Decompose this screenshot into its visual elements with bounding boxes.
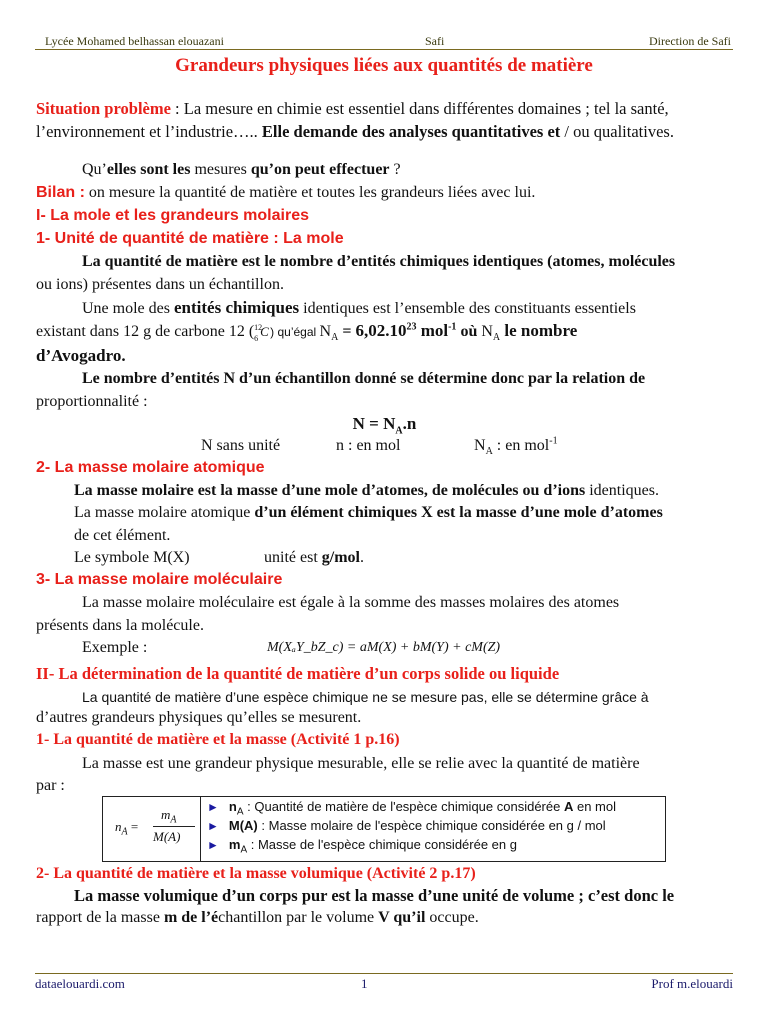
legend-symbol: M(A) [228, 818, 258, 833]
legend-sub: A [240, 844, 248, 856]
text-part: V qu’il [378, 909, 426, 926]
legend-sub: A [236, 806, 244, 818]
formula-sub: A [170, 814, 177, 826]
subsection-1-1-title: 1- Unité de quantité de matière : La mole [36, 230, 344, 247]
text-part: d’un élément chimiques X est la masse d’une mole d’atomes [254, 504, 663, 521]
formula-eq: = [130, 819, 139, 834]
legend-text: : Quantité de matière de l'espèce chimique considérée [243, 799, 564, 814]
text-part: unité est [264, 549, 322, 566]
isotope-symbol: C [260, 324, 269, 339]
page-header [35, 33, 733, 50]
question-part: qu’on peut effectuer [250, 161, 390, 178]
isotope-z: 6 [254, 334, 259, 343]
arrow-right-icon: ► [207, 800, 219, 814]
subsection-2-1-title: 1- La quantité de matière et la masse (Activité 1 p.16) [36, 731, 400, 748]
bilan-label: Bilan : [36, 184, 85, 201]
question-part: Qu’ [82, 161, 107, 178]
footer-website: dataelouardi.com [35, 976, 125, 991]
legend-symbol: n [228, 799, 237, 814]
legend-text: en mol [573, 799, 616, 814]
subsection-1-3-title: 3- La masse molaire moléculaire [36, 571, 283, 588]
subsection-1-2-title: 2- La masse molaire atomique [36, 459, 265, 476]
avogadro-line [36, 319, 733, 344]
question-part: mesures [190, 161, 251, 178]
atomic-molar-mass-def [74, 501, 734, 524]
page-footer [35, 973, 733, 991]
unit-mol: n : en mol [336, 437, 401, 454]
section-2-title: II- La détermination de la quantité de matière d’un corps solide ou liquide [36, 664, 560, 683]
unit-na [474, 434, 558, 457]
header-direction: Direction de Safi [649, 34, 731, 48]
na-symbol: N [481, 323, 493, 340]
bilan-text: on mesure la quantité de matière et toutes les grandeurs liées avec lui. [84, 184, 536, 201]
text-part: entités chimiques [173, 298, 300, 317]
question-line [82, 158, 732, 181]
formula-sub: A [121, 826, 128, 838]
legend-text: : Masse molaire de l'espèce chimique considérée en g / mol [257, 818, 606, 833]
carbon-isotope [254, 320, 270, 343]
text-part: existant dans 12 g de carbone 12 ( [36, 323, 255, 340]
formula-part: .n [402, 414, 417, 433]
unit-part: N [474, 437, 486, 454]
density-def-1: La masse volumique d’un corps pur est la masse d’une unité de volume ; c’est donc le [74, 886, 675, 905]
text-part: ) qu’égal [270, 325, 320, 339]
mole-definition-1: La quantité de matière est le nombre d’entités chimiques identiques (atomes, molécules [82, 253, 676, 270]
formula-denominator: M(A) [153, 829, 181, 844]
mass-relation-1: La masse est une grandeur physique mesurable, elle se relie avec la quantité de matière [82, 755, 640, 772]
isotope-mass: 12 [254, 323, 263, 332]
text-part: Une mole des [82, 300, 174, 317]
atomic-molar-mass-def-2: de cet élément. [74, 527, 171, 544]
text-part: le nombre [500, 321, 578, 340]
avogadro-value: 6,02.10 [355, 321, 407, 340]
text-part: chantillon par le volume [218, 909, 379, 926]
unit-g-mol: g/mol [321, 549, 360, 566]
bilan-line [36, 181, 733, 204]
text-part: rapport de la masse [36, 909, 164, 926]
arrow-right-icon: ► [207, 838, 219, 852]
molecular-mass-def-2: présents dans la molécule. [36, 617, 204, 634]
formula-cell [103, 797, 201, 861]
example-formula: M(XₐY_bZ_c) = aM(X) + bM(Y) + cM(Z) [267, 640, 501, 655]
situation-text-end: / ou qualitatives. [560, 122, 674, 141]
avogadro-unit: mol [416, 321, 449, 340]
text-part: occupe. [425, 909, 479, 926]
formula-n [36, 412, 733, 435]
na-sub: A [331, 332, 339, 344]
legend-item [207, 799, 616, 818]
formula-numerator [161, 807, 177, 826]
situation-text-bold: Elle demande des analyses quantitatives et [261, 122, 561, 141]
arrow-right-icon: ► [207, 819, 219, 833]
formula-part: n [115, 819, 122, 834]
na-sub: A [492, 332, 501, 344]
situation-label: Situation problème [36, 99, 171, 118]
legend-item [207, 818, 606, 834]
relation-line-1: Le nombre d’entités N d’un échantillon donné se détermine donc par la relation de [82, 370, 646, 387]
subsection-2-2-title: 2- La quantité de matière et la masse volumique (Activité 2 p.17) [36, 865, 476, 882]
fraction-bar [153, 826, 195, 827]
question-part: ? [389, 161, 401, 178]
unit-n: N sans unité [201, 437, 281, 454]
situation-paragraph [36, 97, 733, 143]
situation-text: : La mesure en chimie est essentiel dans différentes domaines ; tel la santé, l’environnement et l’industrie….. [36, 99, 669, 141]
text-part: m de l’é [163, 909, 219, 926]
section-1-title: I- La mole et les grandeurs molaires [36, 207, 309, 224]
page-number: 1 [361, 976, 368, 991]
text-part: identiques est l’ensemble des constituants essentiels [299, 300, 636, 317]
text-part: . [359, 549, 364, 566]
text-part: identiques. [585, 482, 659, 499]
symbol-line [74, 546, 768, 569]
example-label: Exemple : [82, 639, 148, 656]
legend-item [207, 837, 517, 856]
header-school: Lycée Mohamed belhassan elouazani [45, 34, 224, 48]
mole-entities-line [36, 296, 733, 320]
legend-text: : Masse de l'espèce chimique considérée en g [247, 837, 517, 852]
unit-sub: A [485, 446, 493, 458]
na-symbol: N [319, 323, 332, 340]
text-part: Le symbole M(X) [74, 549, 190, 566]
molecular-mass-def-1: La masse molaire moléculaire est égale à la somme des masses molaires des atomes [82, 594, 620, 611]
legend-symbol: A [563, 799, 574, 814]
formula-part: m [161, 807, 171, 822]
section-2-intro-2: d’autres grandeurs physiques qu’elles se mesurent. [36, 709, 362, 726]
text-part: = [338, 323, 356, 340]
footer-author: Prof m.elouardi [651, 976, 733, 991]
formula-part: N = N [352, 414, 396, 433]
text-part: où [456, 323, 482, 340]
unit-exp: -1 [549, 435, 558, 447]
formula-sub: A [395, 425, 403, 437]
unit-part: : en mol [492, 437, 550, 454]
question-part: elles sont les [106, 161, 191, 178]
avogadro-name: d’Avogadro. [36, 346, 126, 365]
text-part: La masse molaire atomique [74, 504, 255, 521]
section-2-intro-1: La quantité de matière d’une espèce chimique ne se mesure pas, elle se détermine grâce à [82, 689, 649, 705]
formula-lhs [115, 819, 139, 838]
mole-definition-2: ou ions) présentes dans un échantillon. [36, 276, 284, 293]
legend-symbol: m [228, 837, 241, 852]
text-part: La masse molaire est la masse d’une mole d’atomes, de molécules ou d’ions [74, 482, 586, 499]
formula-box [102, 796, 666, 862]
page-title: Grandeurs physiques liées aux quantités de matière [175, 55, 593, 76]
density-def-2 [36, 906, 733, 929]
header-city: Safi [425, 34, 445, 48]
molar-mass-def [74, 479, 734, 502]
relation-line-2: proportionnalité : [36, 393, 148, 410]
mass-relation-2: par : [36, 777, 65, 794]
unit-exp: -1 [448, 321, 457, 333]
avogadro-exp: 23 [406, 321, 417, 333]
